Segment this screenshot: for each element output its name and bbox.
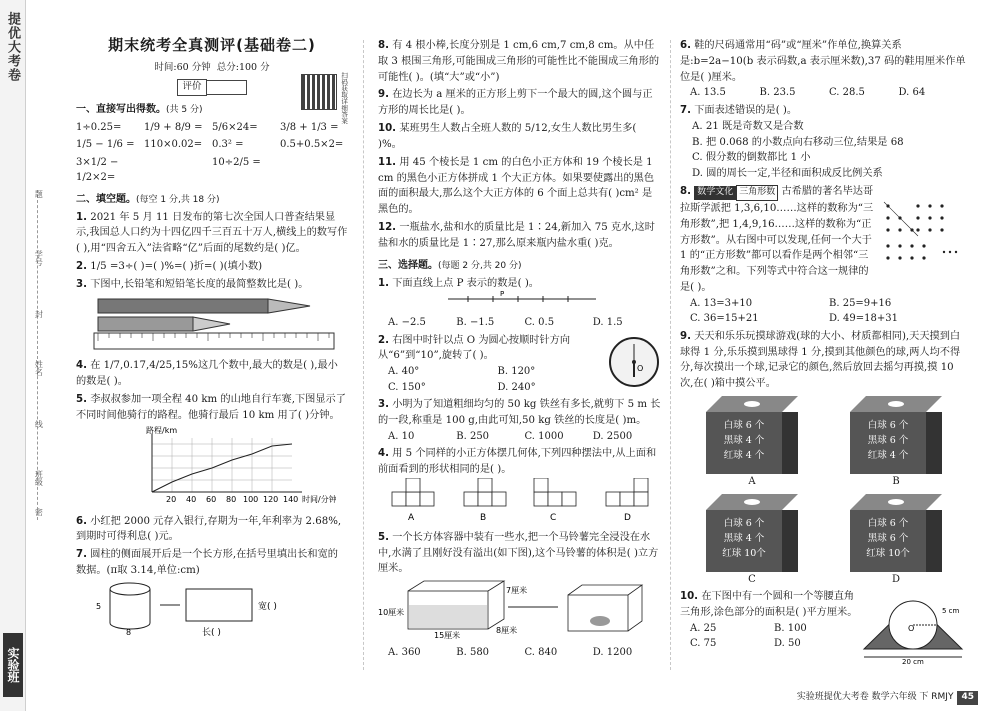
rating-box: 评价 bbox=[76, 79, 348, 96]
svg-text:O: O bbox=[637, 363, 644, 373]
qr-caption: 扫码获取详细答案 bbox=[340, 72, 349, 124]
page-number: 45 bbox=[957, 691, 978, 705]
question-7: 7. 圆柱的侧面展开后是一个长方形,在括号里填出长和宽的数据。(π取 3.14,单位:cm) bbox=[76, 549, 338, 576]
bind-label: 题 bbox=[34, 190, 44, 198]
choice-2: 2. 右图中时针以点 O 为圆心按顺时针方向从“6”到“10”,旋转了( )。 A. 40° B. 120° C. 150° D. 240° O bbox=[378, 331, 661, 396]
choice-5: 5. 一个长方体容器中装有一些水,把一个马铃薯完全浸没在水中,水满了且刚好没有溢出(如下图),这个马铃薯的体积是( )立方厘米。 bbox=[378, 531, 659, 575]
ball-boxes-row-2 bbox=[680, 494, 968, 588]
brand-logo: 实验班 bbox=[3, 633, 23, 697]
distance-time-chart bbox=[116, 424, 336, 506]
svg-text:A: A bbox=[408, 513, 415, 522]
choice-8-options: A. 13=3+10 B. 25=9+16 C. 36=15+21 D. 49=18+31 bbox=[690, 297, 898, 325]
brand-title: 提优大考卷 bbox=[5, 12, 20, 82]
choice-9: 9. 天天和乐乐玩摸球游戏(球的大小、材质都相同),天天摸到白球得 1 分,乐乐摸到黑球得 1 分,摸到其他颜色的球,两人均不得分,每次摸出一个球,记录它的颜色,然后放回去摇匀再摸,摸 10 次,在( )箱中摸公平。 bbox=[680, 330, 961, 390]
container-figure bbox=[378, 577, 658, 639]
svg-text:20: 20 bbox=[166, 494, 177, 504]
svg-text:40: 40 bbox=[186, 494, 197, 504]
column-2 bbox=[378, 36, 661, 661]
ball-boxes-row-1 bbox=[680, 396, 968, 490]
circle-triangle-figure bbox=[858, 587, 968, 665]
question-2: 2. 1/5 =3÷( )=( )%=( )折=( )(填小数) bbox=[76, 261, 263, 272]
svg-text:10厘米: 10厘米 bbox=[378, 608, 405, 618]
svg-text:D: D bbox=[624, 513, 631, 522]
cube-stacks-figure bbox=[378, 478, 658, 522]
triangle-number-tag: 三角形数 bbox=[736, 185, 778, 201]
question-5: 5. 李叔叔参加一项全程 40 km 的山地自行车赛,下图显示了不同时间他骑行的路程。他骑行最后 10 km 用了( )分钟。 bbox=[76, 394, 346, 421]
page-footer: 实验班提优大考卷 数学六年级 下 RMJY 45 bbox=[797, 691, 978, 705]
svg-text:60: 60 bbox=[206, 494, 217, 504]
ball-box-a: 白球 6 个 黑球 4 个 红球 4 个 A bbox=[706, 396, 798, 490]
svg-text:宽( ): 宽( ) bbox=[258, 601, 277, 612]
question-1: 1. 2021 年 5 月 11 日发布的第七次全国人口普查结果显示,我国总人口约为十四亿四千三百五十万人,横线上的数写作( ),用“四舍五入”法省略“亿”后面的尾数约是( )亿。 bbox=[76, 211, 348, 255]
clock-icon bbox=[607, 335, 661, 389]
bind-label: 班级 bbox=[34, 470, 44, 486]
bind-label: 封 bbox=[34, 310, 44, 318]
question-3: 3. 下图中,长铅笔和短铅笔长度的最简整数比是( )。 bbox=[76, 278, 309, 290]
choice-1-options: A. −2.5 B. −1.5 C. 0.5 D. 1.5 bbox=[388, 317, 623, 329]
section-3-heading: 三、选择题。(每题 2 分,共 20 分) bbox=[378, 259, 522, 271]
svg-text:P: P bbox=[500, 291, 505, 299]
choice-3: 3. 小明为了知道粗细均匀的 50 kg 铁丝有多长,就剪下 5 m 长的一段,称重是 100 g,由此可知,50 kg 铁丝的长度是( )m。 bbox=[378, 399, 661, 427]
svg-text:7厘米: 7厘米 bbox=[506, 586, 528, 596]
svg-text:8: 8 bbox=[126, 627, 132, 637]
chart-y-label: 路程/km bbox=[146, 425, 178, 435]
question-11: 11. 用 45 个棱长是 1 cm 的白色小正方体和 19 个棱长是 1 cm 的黑色小正方体拼成 1 个大正方体。如果要使露出的黑色面的面积最大,那么这个大正方体的 6 个面上总共有( )cm² 是黑色的。 bbox=[378, 156, 655, 216]
dot-pattern-figure bbox=[878, 196, 968, 266]
bind-label: 学号 bbox=[34, 250, 44, 266]
bind-label: 线 bbox=[34, 420, 44, 428]
question-12: 12. 一瓶盐水,盐和水的质量比是 1∶24,新加入 75 克水,这时盐和水的质量比是 1∶27,那么原来瓶内盐水重( )克。 bbox=[378, 221, 655, 249]
ball-box-d: 白球 6 个 黑球 6 个 红球 10个 D bbox=[850, 494, 942, 588]
question-4: 4. 在 1/7,0.17,4/25,15%这几个数中,最大的数是( ),最小的数是( )。 bbox=[76, 360, 338, 388]
question-8: 8. 有 4 根小棒,长度分别是 1 cm,6 cm,7 cm,8 cm。从中任取 3 根围三角形,可能围成三角形的可能性比不能围成三角形的可能性( )。(填“大”或“小”) bbox=[378, 40, 660, 83]
svg-text:5: 5 bbox=[96, 601, 102, 611]
culture-tag: 数学文化 bbox=[694, 186, 736, 200]
choice-7: 7. 下面表述错误的是( )。 bbox=[680, 104, 798, 116]
choice-5-options: A. 360 B. 580 C. 840 D. 1200 bbox=[388, 647, 633, 659]
choice-8: 8. 数学文化 三角形数 古希腊的著名毕达哥拉斯学派把 1,3,6,10……这样的数称为“三角形数”,把 1,4,9,16……这样的数称为“正方形数”。从右图中可以发现,任何一个大于 1 的“正方形数”都可以看作是两个相邻“三角形数”之和。下列等式中符合这一规律的是( )。 bbox=[680, 182, 968, 296]
svg-text:100: 100 bbox=[243, 494, 259, 504]
svg-text:O: O bbox=[908, 624, 915, 634]
svg-text:8厘米: 8厘米 bbox=[496, 626, 518, 636]
left-strip bbox=[0, 0, 26, 711]
question-9: 9. 在边长为 a 厘米的正方形上剪下一个最大的圆,这个圆与正方形的周长比是( )。 bbox=[378, 89, 653, 117]
binding-margin bbox=[27, 190, 49, 520]
qr-code-icon bbox=[301, 74, 337, 110]
choice-10: 10. 在下图中有一个圆和一个等腰直角三角形,涂色部分的面积是( )平方厘米。 A. 25 B. 100 C. 75 D. 50 O 5 cm 20 cm bbox=[680, 587, 968, 665]
svg-text:C: C bbox=[550, 513, 557, 522]
column-3 bbox=[680, 36, 968, 665]
exam-meta: 时间:60 分钟 总分:100 分 bbox=[154, 62, 270, 74]
cylinder-net-figure bbox=[76, 579, 336, 637]
ball-box-c: 白球 6 个 黑球 4 个 红球 10个 C bbox=[706, 494, 798, 588]
svg-text:120: 120 bbox=[263, 494, 279, 504]
question-6: 6. 小红把 2000 元存入银行,存期为一年,年利率为 2.68%,到期时可得利息( )元。 bbox=[76, 515, 342, 543]
column-1 bbox=[76, 36, 348, 643]
section-1-heading: 一、直接写出得数。(共 5 分) bbox=[76, 103, 203, 115]
question-10: 10. 某班男生人数占全班人数的 5/12,女生人数比男生多( )%。 bbox=[378, 123, 637, 150]
chart-x-label: 时间/分钟 bbox=[302, 494, 336, 504]
svg-text:140: 140 bbox=[283, 494, 299, 504]
bind-label: 密 bbox=[34, 508, 44, 516]
svg-text:15厘米: 15厘米 bbox=[434, 631, 461, 640]
ball-box-b: 白球 6 个 黑球 6 个 红球 4 个 B bbox=[850, 396, 942, 490]
svg-text:80: 80 bbox=[226, 494, 237, 504]
number-line-figure bbox=[448, 291, 598, 309]
pencil-ruler-figure bbox=[90, 293, 340, 351]
svg-text:20 cm: 20 cm bbox=[902, 658, 924, 666]
choice-6: 6. 鞋的尺码通常用“码”或“厘米”作单位,换算关系是:b=2a−10(b 表示码数,a 表示厘米数),37 码的鞋用厘米作单位是( )厘米。 bbox=[680, 40, 966, 83]
bind-label: 姓名 bbox=[34, 360, 44, 376]
choice-3-options: A. 10 B. 250 C. 1000 D. 2500 bbox=[388, 430, 633, 442]
chart-x-ticks bbox=[166, 495, 298, 504]
svg-text:5 cm: 5 cm bbox=[942, 607, 960, 616]
arith-grid: 1÷0.25= 1/9 + 8/9 = 5/6×24= 3/8 + 1/3 = 1/5 − 1/6 = 110×0.02= 0.3² = 0.5+0.5×2= 3×1/2 − 1/2×2= 10÷2/5 = bbox=[76, 121, 344, 184]
section-2-heading: 二、填空题。(每空 1 分,共 18 分) bbox=[76, 193, 220, 205]
page-title: 期末统考全真测评(基础卷二) bbox=[108, 36, 316, 54]
choice-4: 4. 用 5 个同样的小正方体摆几何体,下列四种摆法中,从上面和前面看到的形状相同的是( )。 bbox=[378, 448, 657, 476]
choice-7-options: A. 21 既是奇数又是合数 B. 把 0.068 的小数点向右移动三位,结果是 68 C. 假分数的倒数都比 1 小 D. 圆的周长一定,半径和面积成反比例关系 bbox=[692, 120, 904, 180]
choice-1: 1. 下面直线上点 P 表示的数是( )。 bbox=[378, 277, 539, 289]
choice-6-options: A. 13.5 B. 23.5 C. 28.5 D. 64 bbox=[690, 87, 926, 99]
svg-text:B: B bbox=[480, 513, 487, 522]
svg-text:长( ): 长( ) bbox=[202, 627, 221, 637]
